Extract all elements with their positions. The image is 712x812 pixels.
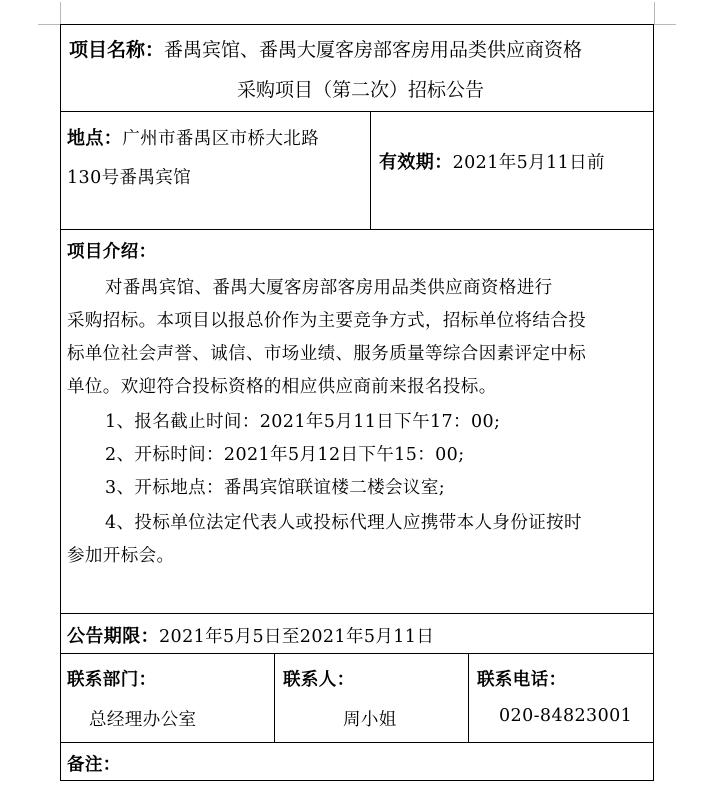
contact-person-label: 联系人： [283,670,355,690]
intro-item-4-cont: 参加开标会。 [67,546,175,566]
contact-phone-value: 020-84823001 [499,706,633,726]
contact-person-cell [275,654,469,742]
period-line [67,622,434,648]
title-line-1 [69,35,582,62]
crop-mark-top-left-v [60,2,61,24]
validity-value: 2021年5月11日前 [452,153,605,173]
intro-line-1: 对番禺宾馆、番禺大厦客房部客房用品类供应商资格进行 [105,278,553,298]
title-text-2: 采购项目（第二次）招标公告 [237,79,485,101]
crop-mark-top-right-v [654,2,655,24]
location-line-2 [67,164,191,189]
crop-mark-top-right-h [654,24,676,25]
contact-person-value: 周小姐 [343,710,397,730]
intro-item-1: 1、报名截止时间：2021年5月11日下午17：00; [105,412,501,432]
contact-dept-label: 联系部门： [67,670,157,690]
remark-row [61,743,653,782]
contact-phone-label: 联系电话： [477,670,567,690]
title-text-1: 番禺宾馆、番禺大厦客房部客房用品类供应商资格 [164,39,583,61]
location-label: 地点： [67,128,123,149]
validity-line [379,148,605,174]
intro-line-2: 采购招标。本项目以报总价作为主要竞争方式，招标单位将结合投 [67,311,587,331]
period-row [61,614,653,654]
intro-item-3: 3、开标地点：番禺宾馆联谊楼二楼会议室; [105,478,446,498]
location-cell [61,112,371,229]
announcement-table [60,24,654,781]
intro-row [61,230,653,614]
intro-label: 项目介绍： [67,242,157,262]
validity-cell [371,112,653,229]
title-colon: ： [145,39,165,61]
intro-line-4: 单位。欢迎符合投标资格的相应供应商前来报名投标。 [67,377,497,397]
contact-dept-value: 总经理办公室 [89,710,197,730]
contact-dept-cell [61,654,275,742]
location-value-1: 广州市番禺区市桥大北路 [122,129,320,149]
validity-label: 有效期： [379,152,453,173]
location-line-1 [67,124,319,150]
contact-phone-cell [469,654,653,742]
intro-item-2: 2、开标时间：2021年5月12日下午15：00; [105,445,465,465]
location-value-2: 130号番禺宾馆 [67,168,192,188]
title-line-2 [237,75,484,102]
remark-label: 备注： [67,755,121,775]
crop-mark-top-left-h [38,24,60,25]
title-label: 项目名称 [69,39,146,61]
period-value: 2021年5月5日至2021年5月11日 [159,627,435,647]
intro-line-3: 标单位社会声誉、诚信、市场业绩、服务质量等综合因素评定中标 [67,344,587,364]
contact-row [61,654,653,743]
location-row [61,112,653,230]
intro-item-4: 4、投标单位法定代表人或投标代理人应携带本人身份证按时 [105,513,582,533]
title-row [61,25,653,112]
period-label: 公告期限： [67,626,159,647]
